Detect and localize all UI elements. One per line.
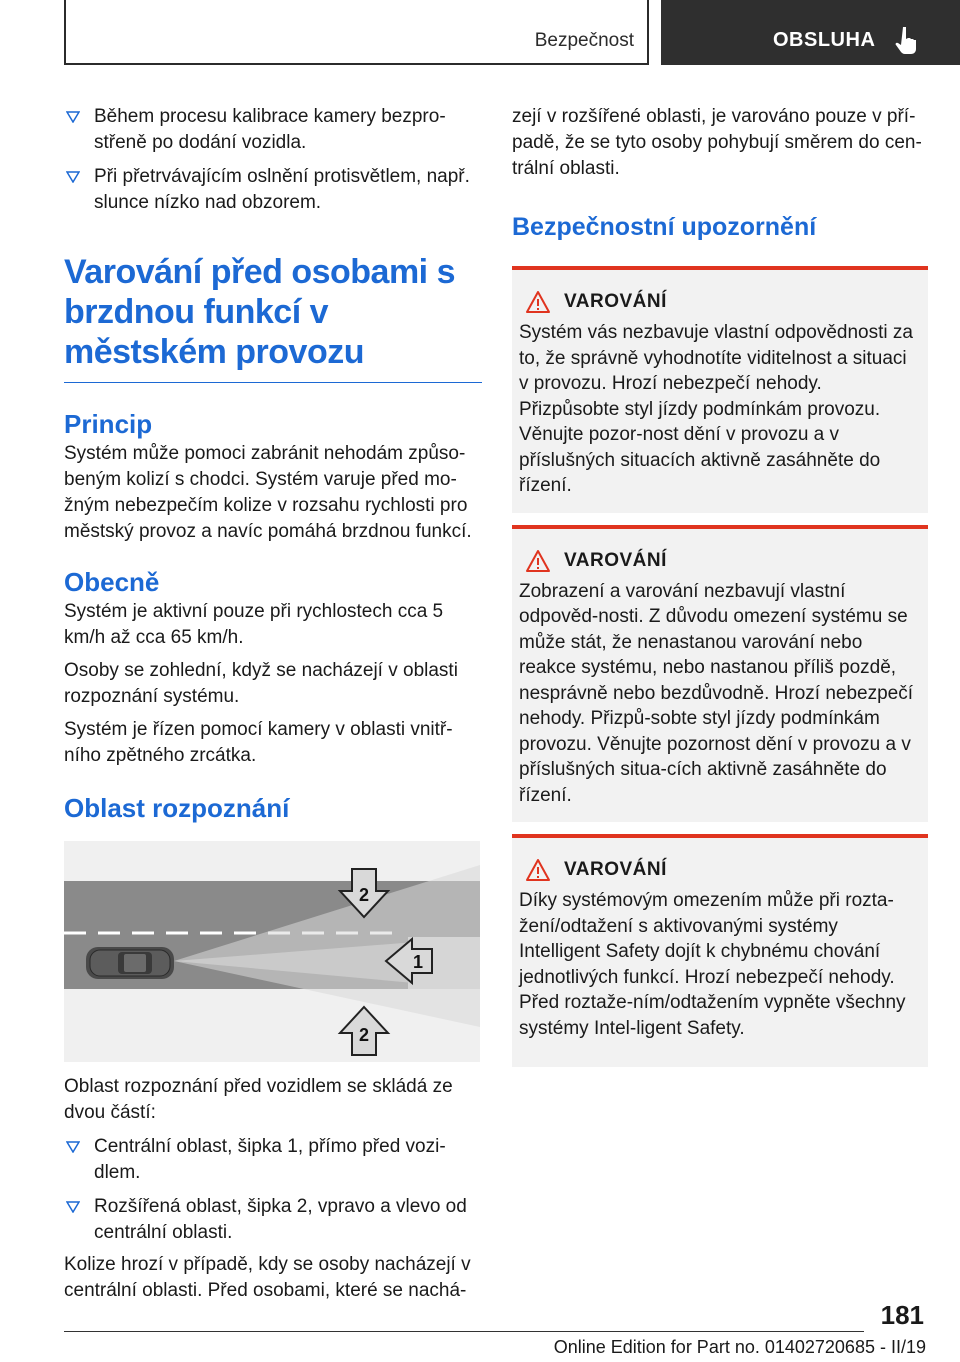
arrow-label: 2	[358, 885, 370, 905]
warning-title-text: VAROVÁNÍ	[564, 859, 667, 880]
header-chapter-tab[interactable]	[661, 0, 960, 65]
list-item	[64, 1134, 482, 1186]
warning-title	[519, 290, 921, 314]
header-section-title: Bezpečnost	[534, 30, 634, 51]
list-item	[64, 1194, 482, 1246]
list-item-text: Během procesu kalibrace kamery bezpro-střeně po dodání vozidla.	[94, 106, 446, 153]
warning-text: Zobrazení a varování nezbavují vlastní odpověd-nosti. Z důvodu omezení systému se může stát, že nenastanou varování nebo reakce systému, nebo nastanou příliš pozdě, nesprávně nebo bezdůvodně. Hrozí nebezpečí nehody. Přizpů-sobte styl jízdy podmínkám provozu. Věnujte pozornost dění v provozu a v příslušných situa-cích aktivně zasáhněte do řízení.	[519, 580, 913, 806]
footer-edition[interactable]: Online Edition for Part no. 01402720685 - II/19	[553, 1337, 926, 1357]
left-column	[64, 100, 482, 1304]
footer-rule	[64, 1331, 864, 1332]
continuation-text: zejí v rozšířené oblasti, je varováno pouze v pří-padě, že se tyto osoby pohybují směrem do cen-trální oblasti.	[512, 106, 922, 179]
warning-triangle-icon	[525, 549, 551, 573]
triangle-bullet-icon	[66, 1201, 80, 1213]
triangle-bullet-icon	[66, 171, 80, 183]
header-rule	[64, 63, 648, 65]
warning-box	[512, 525, 928, 823]
page-number: 181	[880, 1300, 924, 1330]
obecne-paragraph: Systém je aktivní pouze při rychlostech cca 5 km/h až cca 65 km/h.	[64, 601, 444, 648]
warning-title-text: VAROVÁNÍ	[564, 291, 667, 312]
list-item-text: Centrální oblast, šipka 1, přímo před vozi-dlem.	[94, 1136, 446, 1183]
obecne-heading: Obecně	[64, 567, 160, 597]
header-divider	[647, 0, 649, 65]
car-icon	[86, 947, 174, 979]
princip-heading: Princip	[64, 409, 153, 439]
arrow-label: 1	[412, 952, 424, 972]
obecne-paragraph: Systém je řízen pomocí kamery v oblasti vnitř-ního zpětného zrcátka.	[64, 719, 453, 766]
main-heading: Varování před osobami s brzdnou funkcí v městském provozu	[64, 253, 455, 371]
kolize-text: Kolize hrozí v případě, kdy se osoby nacházejí v centrální oblasti. Před osobami, které se nachá-	[64, 1254, 471, 1301]
warning-box	[512, 266, 928, 513]
princip-text: Systém může pomoci zabránit nehodám způso-beným kolizí s chodci. Systém varuje před mo-žným nebezpečím kolize v rozsahu rychlosti pro městský provoz a navíc pomáhá brzdnou funkcí.	[64, 443, 472, 542]
right-column	[512, 100, 928, 1067]
warning-title	[519, 549, 921, 573]
heading-rule	[64, 382, 482, 383]
warning-triangle-icon	[525, 290, 551, 314]
warning-triangle-icon	[525, 858, 551, 882]
oblast-heading: Oblast rozpoznání	[64, 793, 290, 823]
oblast-text: Oblast rozpoznání před vozidlem se skládá ze dvou částí:	[64, 1076, 453, 1123]
pointing-hand-icon	[895, 25, 921, 55]
detection-area-figure	[64, 841, 480, 1062]
detection-area-diagram	[64, 841, 480, 1062]
safety-heading: Bezpečnostní upozornění	[512, 213, 817, 241]
header-left-rule	[64, 0, 66, 65]
warning-text: Systém vás nezbavuje vlastní odpovědnosti za to, že správně vyhodnotíte viditelnost a situaci v provozu. Hrozí nebezpečí nehody. Přizpůsobte styl jízdy podmínkám provozu. Věnujte pozor-nost dění v provozu a v příslušných situacích aktivně zasáhněte do řízení.	[519, 322, 913, 496]
warning-title	[519, 858, 921, 882]
list-item	[64, 164, 482, 216]
warning-text: Díky systémovým omezením může při rozta-žení/odtažení s aktivovanými systémy Intelligent Safety dojít k chybnému chování jednotlivých funkcí. Hrozí nebezpečí nehody. Před roztaže-ním/odtažením vypněte všechny systémy Intel-ligent Safety.	[519, 890, 906, 1039]
arrow-2-bottom	[340, 1007, 388, 1055]
warning-title-text: VAROVÁNÍ	[564, 549, 667, 571]
obecne-paragraph: Osoby se zohlední, když se nacházejí v oblasti rozpoznání systému.	[64, 660, 458, 707]
triangle-bullet-icon	[66, 1141, 80, 1153]
list-item-text: Rozšířená oblast, šipka 2, vpravo a vlevo od centrální oblasti.	[94, 1196, 467, 1243]
warning-box	[512, 834, 928, 1067]
triangle-bullet-icon	[66, 111, 80, 123]
list-item	[64, 104, 482, 156]
header-chapter-label: OBSLUHA	[773, 29, 876, 51]
arrow-label: 2	[358, 1025, 370, 1045]
list-item-text: Při přetrvávajícím oslnění protisvětlem, např. slunce nízko nad obzorem.	[94, 166, 470, 213]
